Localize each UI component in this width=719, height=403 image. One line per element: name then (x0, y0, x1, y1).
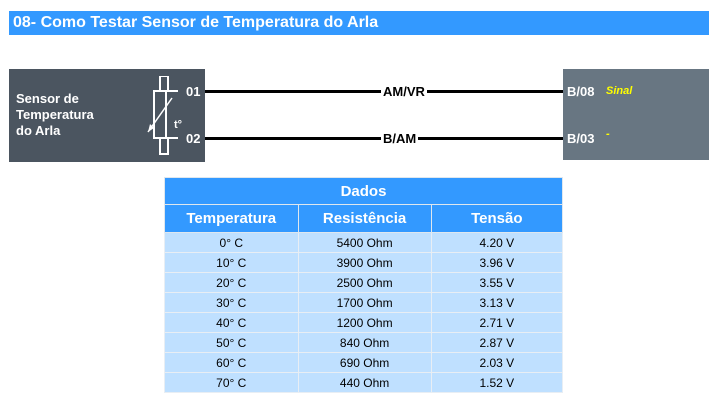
table-row (165, 333, 563, 353)
wire-label-b-am: B/AM (383, 131, 417, 146)
table-cell: 3.55 V (431, 273, 562, 293)
table-cell: 20° C (165, 273, 299, 293)
ground-label: - (606, 128, 610, 140)
table-body (165, 233, 563, 393)
table-cell: 2.71 V (431, 313, 562, 333)
thermistor-icon (140, 76, 190, 156)
ecu-pin-b03: B/03 (567, 131, 595, 146)
table-row (165, 353, 563, 373)
table-cell: 5400 Ohm (298, 233, 431, 253)
ecu-box (563, 69, 709, 160)
table-cell: 4.20 V (431, 233, 562, 253)
table-caption: Dados (165, 178, 563, 205)
table-row (165, 253, 563, 273)
table-row (165, 233, 563, 253)
table-cell: 2.87 V (431, 333, 562, 353)
temperature-symbol: t° (174, 119, 183, 131)
table-cell: 1.52 V (431, 373, 562, 393)
sensor-label (16, 91, 116, 139)
table-cell: 440 Ohm (298, 373, 431, 393)
column-header-temperature: Temperatura (165, 205, 299, 233)
data-table (164, 177, 563, 393)
table-cell: 840 Ohm (298, 333, 431, 353)
ecu-pin-b08: B/08 (567, 84, 595, 99)
sensor-label-line: do Arla (16, 123, 61, 138)
table-cell: 2500 Ohm (298, 273, 431, 293)
table-cell: 3900 Ohm (298, 253, 431, 273)
page-title: 08- Como Testar Sensor de Temperatura do Arla (9, 11, 709, 35)
table-cell: 10° C (165, 253, 299, 273)
signal-label: Sinal (606, 85, 633, 97)
table-cell: 30° C (165, 293, 299, 313)
sensor-label-line: Temperatura (16, 107, 94, 122)
table-cell: 0° C (165, 233, 299, 253)
sensor-label-line: Sensor de (16, 91, 79, 106)
table-cell: 40° C (165, 313, 299, 333)
sensor-pin-01: 01 (186, 84, 201, 99)
table-cell: 3.96 V (431, 253, 562, 273)
sensor-pin-02: 02 (186, 131, 201, 146)
table-row (165, 293, 563, 313)
table-cell: 2.03 V (431, 353, 562, 373)
table-row (165, 273, 563, 293)
column-header-voltage: Tensão (431, 205, 562, 233)
table-cell: 3.13 V (431, 293, 562, 313)
table-cell: 1200 Ohm (298, 313, 431, 333)
table-row (165, 373, 563, 393)
table-cell: 690 Ohm (298, 353, 431, 373)
table-cell: 70° C (165, 373, 299, 393)
table-cell: 1700 Ohm (298, 293, 431, 313)
column-header-resistance: Resistência (298, 205, 431, 233)
wire-label-am-vr: AM/VR (383, 84, 425, 99)
table-cell: 50° C (165, 333, 299, 353)
table-cell: 60° C (165, 353, 299, 373)
table-row (165, 313, 563, 333)
